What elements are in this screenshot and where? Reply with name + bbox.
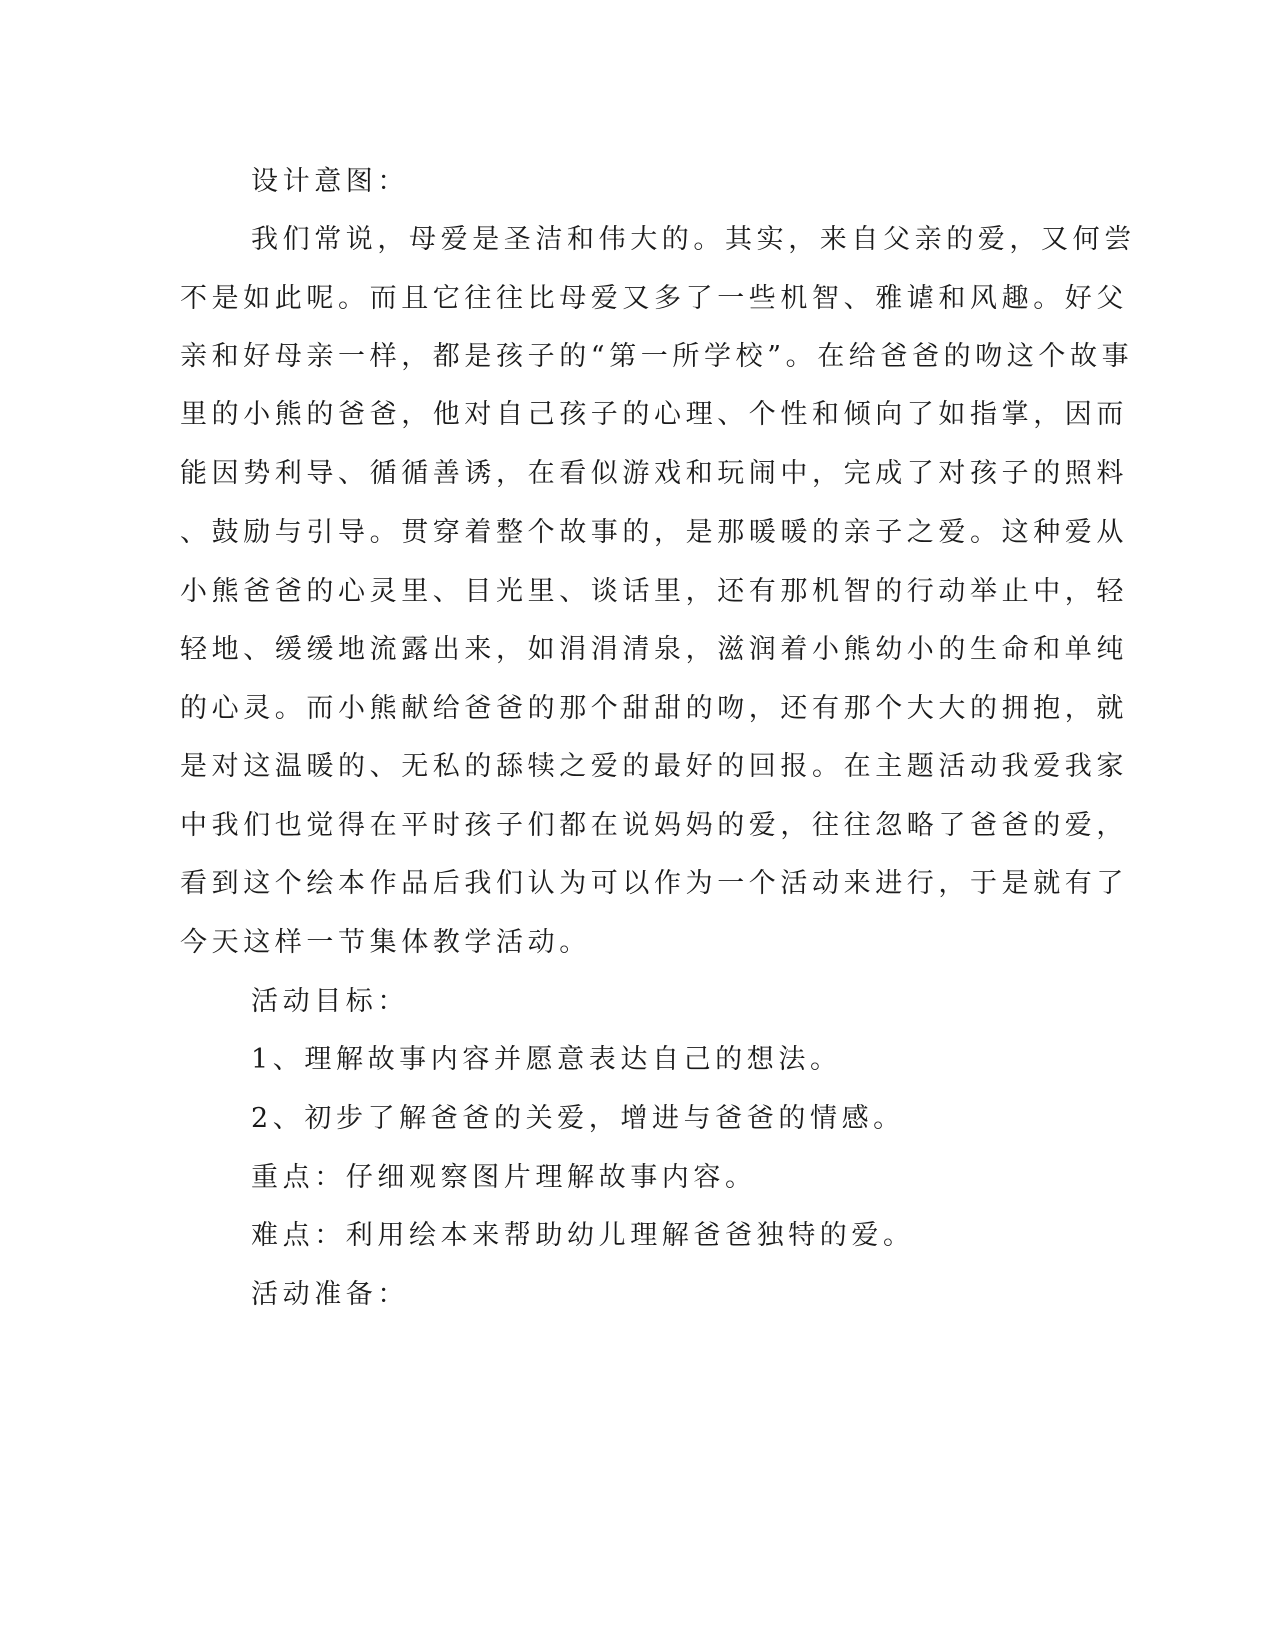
section-heading-activity-prep: 活动准备： <box>251 1279 409 1310</box>
paragraph-line: 里的小熊的爸爸，他对自己孩子的心理、个性和倾向了如指掌，因而 <box>180 399 1128 430</box>
paragraph-line: 轻地、缓缓地流露出来，如涓涓清泉，滋润着小熊幼小的生命和单纯 <box>180 634 1128 665</box>
paragraph-line: 中我们也觉得在平时孩子们都在说妈妈的爱，往往忽略了爸爸的爱， <box>180 810 1128 841</box>
paragraph-line: 不是如此呢。而且它往往比母爱又多了一些机智、雅谑和风趣。好父 <box>180 283 1128 314</box>
paragraph-line: 今天这样一节集体教学活动。 <box>180 927 591 958</box>
section-heading-design-intent: 设计意图： <box>251 166 409 197</box>
key-point: 重点：仔细观察图片理解故事内容。 <box>251 1162 757 1193</box>
paragraph-line: 亲和好母亲一样，都是孩子的“第一所学校”。在给爸爸的吻这个故事 <box>180 341 1134 372</box>
paragraph-line: 能因势利导、循循善诱，在看似游戏和玩闹中，完成了对孩子的照料 <box>180 458 1128 489</box>
paragraph-line: 看到这个绘本作品后我们认为可以作为一个活动来进行，于是就有了 <box>180 868 1128 899</box>
difficult-point: 难点：利用绘本来帮助幼儿理解爸爸独特的爱。 <box>251 1220 915 1251</box>
section-heading-activity-goals: 活动目标： <box>251 986 409 1017</box>
paragraph-line: 的心灵。而小熊献给爸爸的那个甜甜的吻，还有那个大大的拥抱，就 <box>180 693 1128 724</box>
goal-item-2: 2、初步了解爸爸的关爱，增进与爸爸的情感。 <box>251 1103 905 1134</box>
paragraph-line: 我们常说，母爱是圣洁和伟大的。其实，来自父亲的爱，又何尝 <box>251 224 1136 255</box>
paragraph-line: 、鼓励与引导。贯穿着整个故事的，是那暖暖的亲子之爱。这种爱从 <box>180 517 1128 548</box>
paragraph-line: 是对这温暖的、无私的舔犊之爱的最好的回报。在主题活动我爱我家 <box>180 751 1128 782</box>
goal-item-1: 1、理解故事内容并愿意表达自己的想法。 <box>251 1044 842 1075</box>
paragraph-line: 小熊爸爸的心灵里、目光里、谈话里，还有那机智的行动举止中，轻 <box>180 576 1128 607</box>
